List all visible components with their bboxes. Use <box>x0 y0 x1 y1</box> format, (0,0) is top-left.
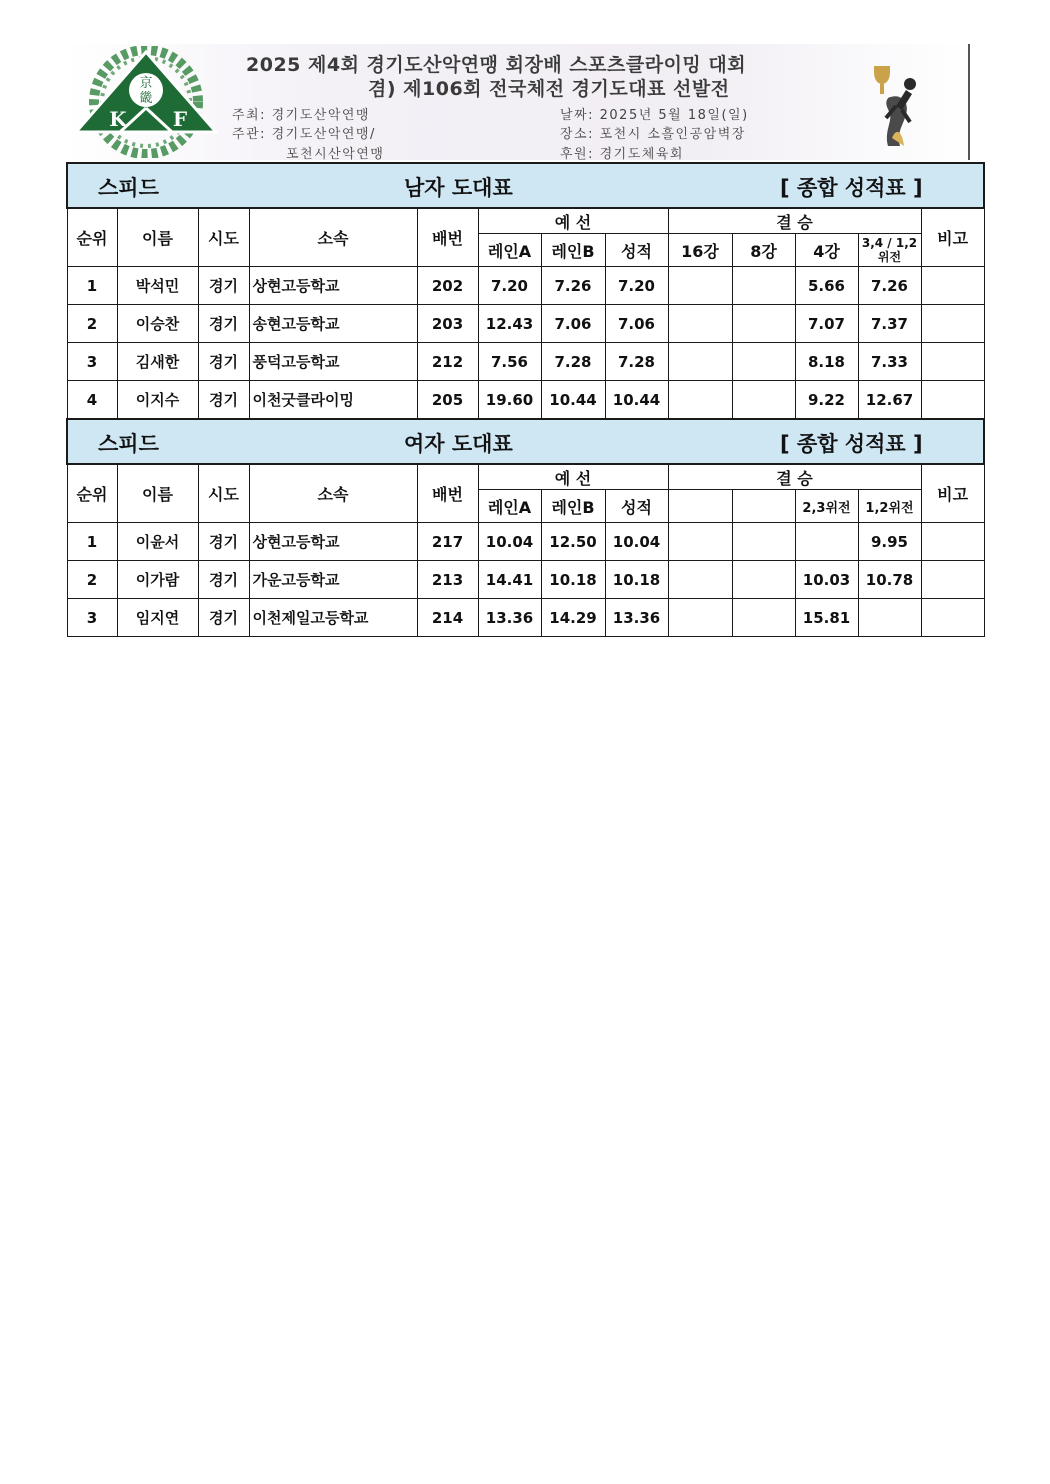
federation-logo-icon <box>70 46 222 158</box>
cell-f4: 12.67 <box>858 381 921 419</box>
logo-mid-char: 畿 <box>139 91 153 106</box>
cell-rank: 2 <box>67 561 117 599</box>
cell-rank: 3 <box>67 343 117 381</box>
cell-lane-a: 10.04 <box>478 523 541 561</box>
event-subtitle: 겸) 제106회 전국체전 경기도대표 선발전 <box>368 78 730 100</box>
cell-f4: 7.26 <box>858 267 921 305</box>
cell-result: 7.06 <box>605 305 668 343</box>
cell-note <box>921 343 984 381</box>
cell-bib: 214 <box>417 599 478 637</box>
cell-rank: 1 <box>67 523 117 561</box>
cell-result: 13.36 <box>605 599 668 637</box>
cell-f3 <box>795 523 858 561</box>
cell-province: 경기 <box>198 343 249 381</box>
cell-f1 <box>668 523 732 561</box>
cell-note <box>921 523 984 561</box>
cell-name: 이윤서 <box>117 523 198 561</box>
header-banner <box>66 44 970 160</box>
cell-name: 이승찬 <box>117 305 198 343</box>
organizer-info-2: 포천시산악연맹 <box>286 147 385 162</box>
col-final-4: 3,4 / 1,2위전 <box>858 234 921 267</box>
col-lane-a: 레인A <box>478 490 541 523</box>
cell-f4: 7.33 <box>858 343 921 381</box>
cell-affiliation: 상현고등학교 <box>249 267 417 305</box>
cell-bib: 202 <box>417 267 478 305</box>
cell-f2 <box>732 267 795 305</box>
cell-lane-b: 7.06 <box>541 305 605 343</box>
cell-affiliation: 가운고등학교 <box>249 561 417 599</box>
col-affiliation: 소속 <box>249 208 417 267</box>
cell-lane-b: 10.44 <box>541 381 605 419</box>
climber-trophy-icon <box>866 58 926 150</box>
cell-f3: 15.81 <box>795 599 858 637</box>
cell-note <box>921 381 984 419</box>
men-section-header <box>67 163 984 208</box>
men-table-row <box>67 267 984 305</box>
cell-f3: 8.18 <box>795 343 858 381</box>
women-table-row <box>67 523 984 561</box>
organizer-info: 주관: 경기도산악연맹/ <box>232 127 376 142</box>
cell-f2 <box>732 523 795 561</box>
cell-rank: 4 <box>67 381 117 419</box>
venue-info: 장소: 포천시 소흘인공암벽장 <box>560 127 746 142</box>
col-result: 성적 <box>605 234 668 267</box>
col-final-2 <box>732 490 795 523</box>
col-final-4: 1,2위전 <box>858 490 921 523</box>
women-summary-label: [ 종합 성적표 ] <box>780 432 923 456</box>
cell-f3: 7.07 <box>795 305 858 343</box>
col-final-3: 4강 <box>795 234 858 267</box>
col-affiliation: 소속 <box>249 464 417 523</box>
col-rank: 순위 <box>67 208 117 267</box>
cell-province: 경기 <box>198 561 249 599</box>
col-finals: 결 승 <box>668 208 921 234</box>
col-lane-b: 레인B <box>541 234 605 267</box>
women-section-header <box>67 419 984 464</box>
cell-f2 <box>732 381 795 419</box>
col-note: 비고 <box>921 208 984 267</box>
logo-top-char: 京 <box>139 76 153 91</box>
col-rank: 순위 <box>67 464 117 523</box>
col-province: 시도 <box>198 208 249 267</box>
cell-affiliation: 이천제일고등학교 <box>249 599 417 637</box>
cell-name: 이가람 <box>117 561 198 599</box>
men-section-title: 남자 도대표 <box>404 176 513 200</box>
cell-lane-b: 7.28 <box>541 343 605 381</box>
sponsor-info: 후원: 경기도체육회 <box>560 147 684 162</box>
cell-name: 박석민 <box>117 267 198 305</box>
cell-bib: 212 <box>417 343 478 381</box>
cell-f4: 7.37 <box>858 305 921 343</box>
cell-lane-a: 14.41 <box>478 561 541 599</box>
cell-lane-a: 7.56 <box>478 343 541 381</box>
cell-bib: 205 <box>417 381 478 419</box>
cell-result: 10.44 <box>605 381 668 419</box>
cell-result: 10.18 <box>605 561 668 599</box>
cell-bib: 203 <box>417 305 478 343</box>
cell-lane-b: 7.26 <box>541 267 605 305</box>
cell-province: 경기 <box>198 267 249 305</box>
men-results-table <box>66 162 985 419</box>
cell-province: 경기 <box>198 381 249 419</box>
col-lane-b: 레인B <box>541 490 605 523</box>
col-qualification: 예 선 <box>478 464 668 490</box>
cell-affiliation: 풍덕고등학교 <box>249 343 417 381</box>
cell-f4 <box>858 599 921 637</box>
men-header-row-1 <box>67 208 984 234</box>
cell-bib: 217 <box>417 523 478 561</box>
cell-result: 7.28 <box>605 343 668 381</box>
cell-rank: 2 <box>67 305 117 343</box>
women-table-row <box>67 599 984 637</box>
women-results-table <box>66 418 985 637</box>
cell-f1 <box>668 561 732 599</box>
col-finals: 결 승 <box>668 464 921 490</box>
logo-left-letter: K <box>109 107 127 131</box>
cell-affiliation: 송현고등학교 <box>249 305 417 343</box>
col-final-3: 2,3위전 <box>795 490 858 523</box>
col-qualification: 예 선 <box>478 208 668 234</box>
cell-f3: 10.03 <box>795 561 858 599</box>
cell-f2 <box>732 561 795 599</box>
cell-lane-a: 19.60 <box>478 381 541 419</box>
cell-bib: 213 <box>417 561 478 599</box>
cell-f3: 5.66 <box>795 267 858 305</box>
cell-affiliation: 상현고등학교 <box>249 523 417 561</box>
cell-name: 임지연 <box>117 599 198 637</box>
cell-name: 김새한 <box>117 343 198 381</box>
col-name: 이름 <box>117 208 198 267</box>
cell-f3: 9.22 <box>795 381 858 419</box>
cell-lane-a: 7.20 <box>478 267 541 305</box>
cell-result: 10.04 <box>605 523 668 561</box>
cell-f2 <box>732 305 795 343</box>
women-header-row-1 <box>67 464 984 490</box>
event-title: 2025 제4회 경기도산악연맹 회장배 스포츠클라이밍 대회 <box>246 54 747 76</box>
col-lane-a: 레인A <box>478 234 541 267</box>
cell-lane-a: 13.36 <box>478 599 541 637</box>
cell-note <box>921 561 984 599</box>
men-table-row <box>67 343 984 381</box>
cell-f2 <box>732 599 795 637</box>
men-table-row <box>67 381 984 419</box>
cell-lane-b: 14.29 <box>541 599 605 637</box>
cell-province: 경기 <box>198 523 249 561</box>
cell-f1 <box>668 305 732 343</box>
cell-f4: 10.78 <box>858 561 921 599</box>
col-final-2: 8강 <box>732 234 795 267</box>
cell-rank: 1 <box>67 267 117 305</box>
logo-right-letter: F <box>172 107 188 131</box>
men-table-row <box>67 305 984 343</box>
cell-province: 경기 <box>198 599 249 637</box>
cell-name: 이지수 <box>117 381 198 419</box>
cell-note <box>921 305 984 343</box>
date-info: 날짜: 2025년 5월 18일(일) <box>560 108 749 123</box>
cell-f1 <box>668 381 732 419</box>
cell-note <box>921 599 984 637</box>
col-bib: 배번 <box>417 208 478 267</box>
cell-result: 7.20 <box>605 267 668 305</box>
cell-note <box>921 267 984 305</box>
cell-affiliation: 이천굿클라이밍 <box>249 381 417 419</box>
women-event-label: 스피드 <box>98 432 159 456</box>
cell-lane-b: 12.50 <box>541 523 605 561</box>
col-bib: 배번 <box>417 464 478 523</box>
men-event-label: 스피드 <box>98 176 159 200</box>
cell-f4: 9.95 <box>858 523 921 561</box>
col-result: 성적 <box>605 490 668 523</box>
col-province: 시도 <box>198 464 249 523</box>
cell-province: 경기 <box>198 305 249 343</box>
cell-rank: 3 <box>67 599 117 637</box>
cell-f2 <box>732 343 795 381</box>
men-summary-label: [ 종합 성적표 ] <box>780 176 923 200</box>
col-name: 이름 <box>117 464 198 523</box>
cell-lane-a: 12.43 <box>478 305 541 343</box>
women-table-row <box>67 561 984 599</box>
cell-f1 <box>668 343 732 381</box>
col-final-1 <box>668 490 732 523</box>
col-note: 비고 <box>921 464 984 523</box>
cell-f1 <box>668 267 732 305</box>
col-final-1: 16강 <box>668 234 732 267</box>
women-section-title: 여자 도대표 <box>404 432 513 456</box>
host-info: 주최: 경기도산악연맹 <box>232 108 371 123</box>
cell-f1 <box>668 599 732 637</box>
cell-lane-b: 10.18 <box>541 561 605 599</box>
